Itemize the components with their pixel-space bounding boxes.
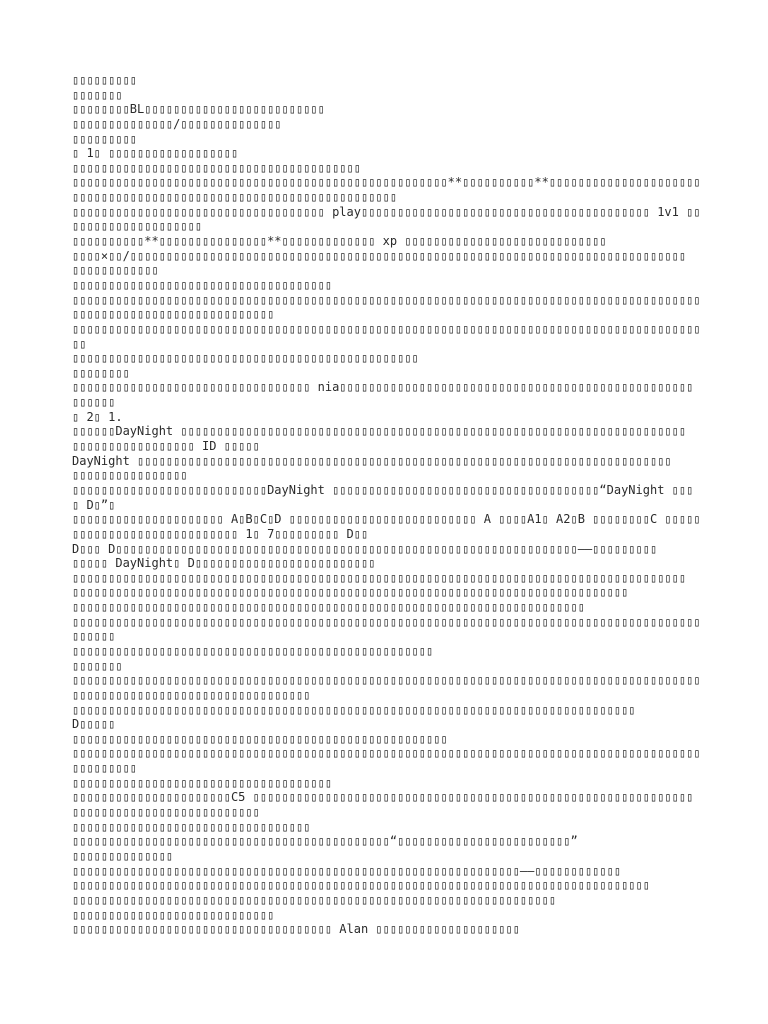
text-line: D▯▯▯▯▯	[72, 717, 116, 732]
text-line: ▯▯▯▯▯▯▯▯▯▯▯▯▯▯▯▯▯▯▯▯▯▯▯▯▯▯▯▯▯▯▯▯▯ nia▯▯▯▯▯▯▯▯▯▯▯▯▯▯▯▯▯▯▯▯▯▯▯▯▯▯▯▯▯▯▯▯▯▯▯▯▯▯▯▯▯▯▯▯▯▯▯▯▯	[72, 380, 694, 395]
text-line: ▯▯▯▯▯▯▯▯▯▯▯▯▯▯▯▯▯▯▯▯▯▯▯▯▯▯▯▯▯▯▯▯▯▯▯▯▯▯▯▯▯▯▯▯▯▯▯▯▯▯▯▯▯▯▯▯▯▯▯▯▯▯▯▯▯▯▯	[72, 892, 557, 907]
text-line: ▯▯▯▯▯▯▯▯▯▯▯▯▯▯▯▯▯▯▯▯▯▯▯▯▯▯▯▯▯▯▯▯▯▯▯▯	[72, 277, 333, 292]
text-line: ▯▯▯▯▯▯DayNight ▯▯▯▯▯▯▯▯▯▯▯▯▯▯▯▯▯▯▯▯▯▯▯▯▯▯▯▯▯▯▯▯▯▯▯▯▯▯▯▯▯▯▯▯▯▯▯▯▯▯▯▯▯▯▯▯▯▯▯▯▯▯▯▯▯▯▯▯▯▯	[72, 424, 687, 439]
text-line: ▯▯▯▯▯▯▯▯▯▯▯▯▯▯▯▯▯▯▯▯▯▯▯▯▯▯▯▯▯▯▯▯▯▯▯▯▯▯▯▯▯▯▯▯▯▯▯▯	[72, 351, 419, 366]
text-line: ▯▯▯▯▯▯▯	[72, 658, 123, 673]
document-body	[72, 73, 752, 937]
text-line: ▯ D▯”▯	[72, 497, 116, 512]
text-line: ▯▯▯▯▯▯▯▯▯▯▯▯▯▯▯▯▯▯▯▯▯▯▯▯▯▯▯▯	[72, 307, 275, 322]
text-line: ▯▯▯▯▯▯▯▯▯▯▯▯▯▯▯▯▯▯▯▯▯▯▯▯▯▯▯▯	[72, 907, 275, 922]
text-line: ▯▯▯▯▯▯▯▯▯▯▯▯▯▯▯▯▯▯▯▯▯▯▯▯▯▯▯▯▯▯▯▯▯▯▯▯▯▯▯▯▯▯▯▯“▯▯▯▯▯▯▯▯▯▯▯▯▯▯▯▯▯▯▯▯▯▯▯▯”	[72, 834, 578, 849]
text-line: ▯▯▯▯▯▯▯▯▯	[72, 73, 138, 87]
text-line: ▯▯▯▯▯▯▯▯▯▯▯▯▯▯▯▯▯▯▯▯▯▯▯▯▯▯▯▯▯▯▯▯▯	[72, 819, 311, 834]
text-line: ▯▯▯▯▯▯▯▯▯▯▯▯▯▯▯▯▯▯▯▯▯▯▯▯▯▯▯▯▯▯▯▯▯▯▯▯▯▯▯▯▯▯▯▯▯	[72, 190, 398, 205]
text-line: ▯▯▯▯▯▯▯▯▯	[72, 131, 138, 146]
text-line: ▯▯▯▯▯▯▯▯▯▯▯▯	[72, 263, 159, 278]
text-line: ▯▯▯▯▯▯	[72, 395, 116, 410]
text-line: ▯▯▯▯▯▯▯▯▯▯▯▯▯▯	[72, 848, 174, 863]
text-line: ▯▯▯▯▯▯	[72, 629, 116, 644]
text-line: ▯▯▯▯▯▯▯▯▯▯▯▯▯▯▯▯▯▯▯▯▯▯▯▯▯▯▯▯▯▯▯▯▯	[72, 687, 311, 702]
text-line: ▯▯▯▯▯▯▯▯▯▯▯▯▯▯▯▯▯▯▯▯▯▯▯▯▯▯▯▯▯▯▯▯▯▯▯▯	[72, 775, 333, 790]
text-line: ▯▯▯▯▯▯▯▯▯▯▯▯▯▯▯▯▯▯▯▯▯▯▯▯▯▯▯▯▯▯▯▯▯▯▯▯▯▯▯▯▯▯▯▯▯▯▯▯▯▯▯▯▯▯▯▯▯▯▯▯▯▯▯▯▯▯▯▯▯▯▯▯▯▯▯▯▯▯▯▯	[72, 878, 650, 893]
text-line: ▯▯▯▯×▯▯/▯▯▯▯▯▯▯▯▯▯▯▯▯▯▯▯▯▯▯▯▯▯▯▯▯▯▯▯▯▯▯▯▯▯▯▯▯▯▯▯▯▯▯▯▯▯▯▯▯▯▯▯▯▯▯▯▯▯▯▯▯▯▯▯▯▯▯▯▯▯▯▯▯▯▯▯▯	[72, 248, 687, 263]
text-line: ▯▯▯▯▯▯▯▯▯▯▯▯▯▯▯▯	[72, 468, 188, 483]
text-line: ▯▯▯▯▯▯▯▯▯▯▯▯▯▯▯▯▯▯▯▯▯▯C5 ▯▯▯▯▯▯▯▯▯▯▯▯▯▯▯▯▯▯▯▯▯▯▯▯▯▯▯▯▯▯▯▯▯▯▯▯▯▯▯▯▯▯▯▯▯▯▯▯▯▯▯▯▯▯▯▯▯▯▯▯▯	[72, 790, 694, 805]
text-line: ▯▯▯▯▯▯▯▯▯▯▯▯▯▯▯▯▯▯▯▯▯▯▯▯▯▯▯▯▯▯▯▯▯▯▯▯▯▯▯▯▯▯▯▯▯▯▯▯▯▯▯▯▯▯▯▯▯▯▯▯▯▯▯▯▯▯▯▯▯▯▯▯▯▯▯▯▯▯▯▯▯▯▯▯▯▯▯	[72, 292, 701, 307]
text-line: ▯▯▯▯▯▯▯▯▯▯▯▯▯▯▯▯▯▯▯▯▯▯▯▯▯▯▯▯▯▯▯▯▯▯▯▯▯▯▯▯▯▯▯▯▯▯▯▯▯▯▯▯▯▯▯▯▯▯▯▯▯▯▯▯▯▯▯▯▯▯▯▯▯▯▯▯▯▯	[72, 702, 636, 717]
text-line: ▯▯▯▯▯▯▯▯▯▯▯▯▯▯▯▯▯▯	[72, 219, 203, 234]
text-line: ▯▯▯▯▯▯▯▯▯▯▯▯▯▯▯▯▯▯▯▯▯▯▯▯▯▯▯▯▯▯▯▯▯▯▯▯▯▯▯▯▯▯▯▯▯▯▯▯▯▯▯▯▯▯▯▯▯▯▯▯▯▯▯▯▯▯▯▯▯▯▯▯▯▯▯▯▯▯▯▯▯▯▯▯▯	[72, 570, 687, 585]
text-line: ▯▯▯▯▯▯▯▯▯▯▯▯▯▯▯▯▯▯▯▯▯▯▯▯▯▯▯▯▯▯▯▯▯▯▯▯▯▯▯▯▯▯▯▯▯▯▯▯▯▯▯▯▯▯▯▯▯▯▯▯▯▯▯▯▯▯▯▯▯▯▯▯▯▯▯▯▯▯▯▯▯▯▯▯▯▯▯	[72, 746, 701, 761]
text-line: ▯▯▯▯▯▯▯▯▯▯▯▯▯▯▯▯▯▯▯▯▯▯▯ 1▯ 7▯▯▯▯▯▯▯▯▯ D▯▯	[72, 526, 369, 541]
text-line: ▯▯▯▯▯▯▯▯	[72, 365, 130, 380]
text-line: DayNight ▯▯▯▯▯▯▯▯▯▯▯▯▯▯▯▯▯▯▯▯▯▯▯▯▯▯▯▯▯▯▯▯▯▯▯▯▯▯▯▯▯▯▯▯▯▯▯▯▯▯▯▯▯▯▯▯▯▯▯▯▯▯▯▯▯▯▯▯▯▯▯▯▯▯	[72, 453, 672, 468]
text-line: ▯▯▯▯▯▯▯▯▯▯▯▯▯▯/▯▯▯▯▯▯▯▯▯▯▯▯▯▯	[72, 116, 282, 131]
text-line: ▯▯▯▯▯▯▯▯▯▯▯▯▯▯▯▯▯▯▯▯▯▯▯▯▯▯▯▯▯▯▯▯▯▯▯▯▯▯▯▯▯▯▯▯▯▯▯▯▯▯▯▯▯▯▯▯▯▯▯▯▯▯▯▯▯▯▯▯▯▯▯▯▯▯▯▯▯▯▯▯▯▯▯▯▯▯▯	[72, 321, 701, 336]
text-line: ▯▯▯▯▯▯▯▯BL▯▯▯▯▯▯▯▯▯▯▯▯▯▯▯▯▯▯▯▯▯▯▯▯▯	[72, 102, 325, 117]
text-line: D▯▯▯ D▯▯▯▯▯▯▯▯▯▯▯▯▯▯▯▯▯▯▯▯▯▯▯▯▯▯▯▯▯▯▯▯▯▯▯▯▯▯▯▯▯▯▯▯▯▯▯▯▯▯▯▯▯▯▯▯▯▯▯▯▯▯▯▯——▯▯▯▯▯▯▯▯▯	[72, 541, 658, 556]
text-line: ▯ 2▯ 1.	[72, 409, 123, 424]
text-line: ▯▯▯▯▯▯▯	[72, 87, 123, 102]
text-line: ▯▯▯▯▯▯▯▯▯▯▯▯▯▯▯▯▯▯▯▯▯▯▯▯▯▯	[72, 805, 260, 820]
text-line: ▯▯▯▯▯▯▯▯▯▯▯▯▯▯▯▯▯▯▯▯▯▯▯▯▯▯▯▯▯▯▯▯▯▯▯▯▯▯▯▯▯▯▯▯▯▯▯▯▯▯▯▯▯▯▯▯▯▯▯▯▯▯▯▯▯▯▯▯▯▯▯▯▯▯▯▯▯▯▯▯▯▯▯▯▯▯▯	[72, 673, 701, 688]
text-line: ▯▯▯▯▯▯▯▯▯▯▯▯▯▯▯▯▯ ID ▯▯▯▯▯	[72, 439, 260, 454]
text-line: ▯▯▯▯▯▯▯▯▯▯▯▯▯▯▯▯▯▯▯▯▯▯▯▯▯▯▯▯▯▯▯▯▯▯▯▯▯▯▯▯▯▯▯▯▯▯▯▯▯▯▯▯	[72, 731, 448, 746]
text-line: ▯▯▯▯▯ DayNight▯ D▯▯▯▯▯▯▯▯▯▯▯▯▯▯▯▯▯▯▯▯▯▯▯▯▯	[72, 556, 376, 571]
text-line: ▯▯▯▯▯▯▯▯▯▯▯▯▯▯▯▯▯▯▯▯▯▯▯▯▯▯▯▯▯▯▯▯▯▯▯▯▯▯▯▯▯▯▯▯▯▯▯▯▯▯	[72, 643, 434, 658]
text-line: ▯▯	[72, 336, 87, 351]
text-line: ▯▯▯▯▯▯▯▯▯▯▯▯▯▯▯▯▯▯▯▯▯▯▯▯▯▯▯DayNight ▯▯▯▯▯▯▯▯▯▯▯▯▯▯▯▯▯▯▯▯▯▯▯▯▯▯▯▯▯▯▯▯▯▯▯▯▯“DayNight ▯▯▯	[72, 482, 694, 497]
text-line: ▯▯▯▯▯▯▯▯▯▯▯▯▯▯▯▯▯▯▯▯▯▯▯▯▯▯▯▯▯▯▯▯▯▯▯▯▯▯▯▯	[72, 160, 361, 175]
text-line: ▯▯▯▯▯▯▯▯▯▯▯▯▯▯▯▯▯▯▯▯▯▯▯▯▯▯▯▯▯▯▯▯▯▯▯▯▯▯▯▯▯▯▯▯▯▯▯▯▯▯▯▯▯▯▯▯▯▯▯▯▯▯——▯▯▯▯▯▯▯▯▯▯▯▯	[72, 863, 622, 878]
text-line: ▯▯▯▯▯▯▯▯▯▯▯▯▯▯▯▯▯▯▯▯▯▯▯▯▯▯▯▯▯▯▯▯▯▯▯▯▯▯▯▯▯▯▯▯▯▯▯▯▯▯▯▯▯▯▯▯▯▯▯▯▯▯▯▯▯▯▯▯▯▯▯	[72, 600, 585, 615]
text-line: ▯▯▯▯▯▯▯▯▯▯▯▯▯▯▯▯▯▯▯▯▯▯▯▯▯▯▯▯▯▯▯▯▯▯▯▯▯▯▯▯▯▯▯▯▯▯▯▯▯▯▯▯▯▯▯▯▯▯▯▯▯▯▯▯▯▯▯▯▯▯▯▯▯▯▯▯▯▯▯▯▯▯▯▯▯▯▯	[72, 614, 701, 629]
text-line: ▯▯▯▯▯▯▯▯▯▯▯▯▯▯▯▯▯▯▯▯▯▯▯▯▯▯▯▯▯▯▯▯▯▯▯ play▯▯▯▯▯▯▯▯▯▯▯▯▯▯▯▯▯▯▯▯▯▯▯▯▯▯▯▯▯▯▯▯▯▯▯▯▯▯▯▯ 1v1 ▯▯	[72, 204, 701, 219]
text-line: ▯ 1▯ ▯▯▯▯▯▯▯▯▯▯▯▯▯▯▯▯▯▯	[72, 146, 239, 161]
text-line: ▯▯▯▯▯▯▯▯▯▯▯▯▯▯▯▯▯▯▯▯▯▯▯▯▯▯▯▯▯▯▯▯▯▯▯▯▯▯▯▯▯▯▯▯▯▯▯▯▯▯▯▯▯▯▯▯▯▯▯▯▯▯▯▯▯▯▯▯▯▯▯▯▯▯▯▯▯	[72, 585, 629, 600]
text-line: ▯▯▯▯▯▯▯▯▯▯▯▯▯▯▯▯▯▯▯▯▯ A▯B▯C▯D ▯▯▯▯▯▯▯▯▯▯▯▯▯▯▯▯▯▯▯▯▯▯▯▯▯▯ A ▯▯▯▯A1▯ A2▯B ▯▯▯▯▯▯▯▯C ▯▯▯▯▯	[72, 512, 701, 527]
text-line: ▯▯▯▯▯▯▯▯▯▯▯▯▯▯▯▯▯▯▯▯▯▯▯▯▯▯▯▯▯▯▯▯▯▯▯▯▯▯▯▯▯▯▯▯▯▯▯▯▯▯▯▯**▯▯▯▯▯▯▯▯▯▯**▯▯▯▯▯▯▯▯▯▯▯▯▯▯▯▯▯▯▯▯▯	[72, 175, 701, 190]
text-line: ▯▯▯▯▯▯▯▯▯	[72, 761, 138, 776]
text-line: ▯▯▯▯▯▯▯▯▯▯▯▯▯▯▯▯▯▯▯▯▯▯▯▯▯▯▯▯▯▯▯▯▯▯▯▯ Alan ▯▯▯▯▯▯▯▯▯▯▯▯▯▯▯▯▯▯▯▯	[72, 922, 520, 937]
text-line: ▯▯▯▯▯▯▯▯▯▯**▯▯▯▯▯▯▯▯▯▯▯▯▯▯▯**▯▯▯▯▯▯▯▯▯▯▯▯▯ xp ▯▯▯▯▯▯▯▯▯▯▯▯▯▯▯▯▯▯▯▯▯▯▯▯▯▯▯▯	[72, 234, 607, 249]
